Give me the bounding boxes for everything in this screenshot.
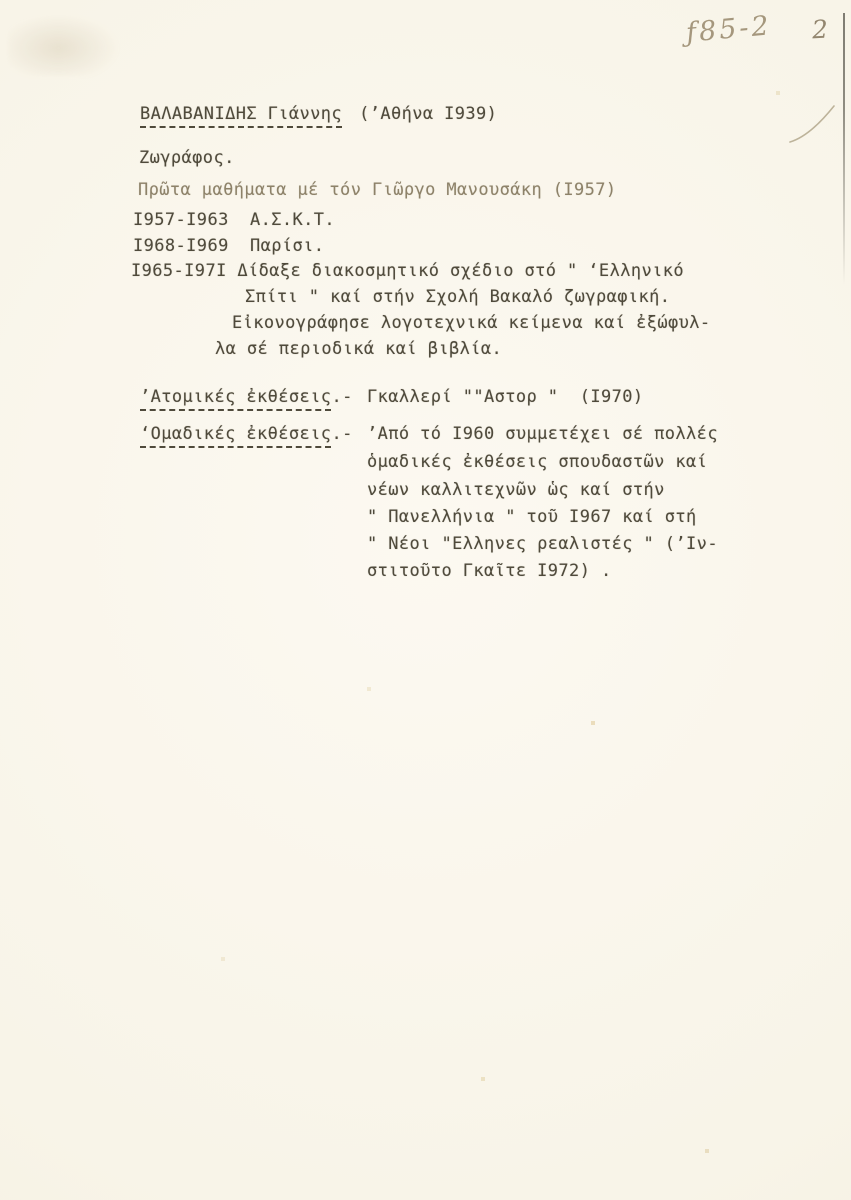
group-exhibitions-label [140, 424, 353, 448]
bio-line-paris: Ι968-Ι969 Παρίσι. [133, 236, 325, 256]
group-exhibitions-label-suffix: .- [331, 424, 353, 444]
paper-speckles [0, 0, 2, 2]
bio-line-askt: Ι957-Ι963 Α.Σ.Κ.Τ. [133, 210, 336, 230]
group-exhibitions-label-text: ‘Ομαδικές ἐκθέσεις [140, 424, 331, 448]
solo-exhibitions-label [140, 387, 353, 411]
solo-exhibitions-value: Γκαλλερί ""Αστορ " (Ι970) [367, 387, 644, 407]
bio-line-illustration: Εἰκονογράφησε λογοτεχνικά κείμενα καί ἐξώφυλ- [232, 313, 711, 333]
bio-line-illustration-cont: λα σέ περιοδικά καί βιβλία. [215, 339, 503, 359]
paper-smudge [8, 14, 120, 76]
handwritten-catalog-code: ƒ85-2 [684, 10, 773, 49]
group-exhibitions-line: νέων καλλιτεχνῶν ὡς καί στήν [367, 480, 665, 500]
group-exhibitions-line: στιτοῦτο Γκαῖτε Ι972) . [367, 561, 612, 581]
group-exhibitions-line: " Νέοι "Ελληνες ρεαλιστές " (’Ιν- [367, 534, 718, 554]
scan-edge-line [843, 13, 845, 285]
document-title [140, 104, 497, 128]
group-exhibitions-line: " Πανελλήνια " τοῦ Ι967 καί στή [367, 507, 697, 527]
profession-line: Ζωγράφος. [139, 148, 235, 168]
group-exhibitions-line: ὁμαδικές ἐκθέσεις σπουδαστῶν καί [367, 452, 708, 472]
bio-line-teaching: Ι965-Ι97Ι Δίδαξε διακοσμητικό σχέδιο στό " ‘Ελληνικό [131, 261, 685, 281]
bio-line-teaching-cont: Σπίτι " καί στήν Σχολή Βακαλό ζωγραφική. [245, 287, 671, 307]
pencil-stroke [782, 96, 842, 151]
artist-birth-info: (’Αθήνα Ι939) [359, 104, 498, 124]
solo-exhibitions-label-suffix: .- [331, 387, 353, 407]
group-exhibitions-line: ’Από τό Ι960 συμμετέχει σέ πολλές [367, 424, 718, 444]
handwritten-page-number: 2 [811, 14, 829, 45]
bio-line-first-lessons: Πρῶτα μαθήματα μέ τόν Γιῶργο Μανουσάκη (Ι957) [138, 180, 617, 200]
solo-exhibitions-label-text: ’Ατομικές ἐκθέσεις [140, 387, 331, 411]
artist-name: ΒΑΛΑΒΑΝΙΔΗΣ Γιάννης [140, 104, 342, 128]
